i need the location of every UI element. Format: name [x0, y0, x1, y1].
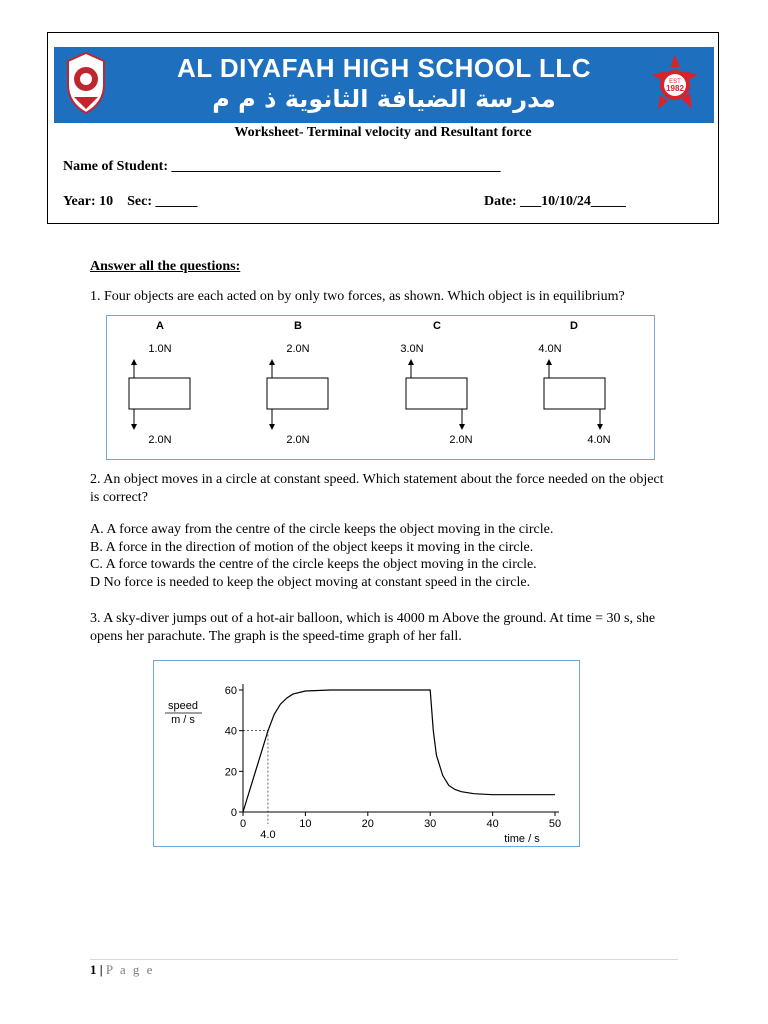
question-2-option-b: B. A force in the direction of motion of the object keeps it moving in the circle.: [90, 540, 534, 555]
object-a-label: A: [156, 320, 164, 332]
y-tick-label: 60: [224, 685, 237, 697]
chart-ticks: [225, 685, 561, 830]
question-2-option-c: C. A force towards the centre of the circle keeps the object moving in the circle.: [90, 557, 537, 572]
question-1-figure: [106, 315, 655, 460]
question-3-text: 3. A sky-diver jumps out of a hot-air balloon, which is 4000 m Above the ground. At time = 30 s, she opens her parachute. The graph is the speed-time graph of her fall.: [90, 611, 656, 644]
object-c-down-force: 2.0N: [449, 434, 473, 446]
object-d-down-force: 4.0N: [587, 434, 611, 446]
object-b: [267, 320, 328, 446]
page-footer: 1 | P a g e: [90, 962, 155, 977]
est-year: 1982: [666, 84, 684, 93]
y-tick-label: 20: [224, 766, 237, 779]
object-b-up-force: 2.0N: [286, 343, 310, 355]
object-d-up-force: 4.0N: [538, 343, 562, 355]
header-box: [47, 32, 719, 224]
x-tick-label: 30: [424, 818, 437, 830]
speed-curve: [243, 690, 555, 812]
x-annotation-label: 4.0: [260, 829, 276, 841]
x-tick-label: 0: [239, 818, 247, 830]
x-tick-label: 10: [299, 818, 312, 830]
object-a-up-force: 1.0N: [148, 343, 172, 355]
object-b-label: B: [294, 320, 302, 332]
x-tick-label: 50: [548, 818, 562, 830]
est-label: EST: [669, 79, 681, 85]
object-c: [400, 320, 472, 446]
y-tick-label: 0: [230, 807, 237, 819]
object-b-down-force: 2.0N: [286, 434, 310, 446]
x-axis-label: time / s: [504, 833, 540, 845]
page-label: P a g e: [105, 962, 155, 977]
question-2-text: 2. An object moves in a circle at constant speed. Which statement about the force needed on the object is correct?: [90, 472, 664, 505]
object-a: [129, 320, 190, 446]
object-d-label: D: [570, 320, 578, 332]
x-tick-label: 40: [486, 818, 499, 830]
school-banner: [54, 47, 714, 123]
school-name-arabic: مدرسة الضيافة الثانوية ذ م م: [212, 85, 556, 113]
est-1982-logo: [650, 53, 700, 117]
question-2-option-d: D No force is needed to keep the object moving at constant speed in the circle.: [90, 575, 531, 590]
question-1-text: 1. Four objects are each acted on by only two forces, as shown. Which object is in equilibrium?: [90, 289, 625, 304]
school-name-english: AL DIYAFAH HIGH SCHOOL LLC: [176, 53, 592, 83]
question-2-option-a: A. A force away from the centre of the circle keeps the object moving in the circle.: [90, 522, 554, 537]
y-tick-label: 40: [224, 725, 237, 738]
footer-divider: [90, 959, 678, 960]
year-section-line: Year: 10 Sec: ______: [63, 194, 198, 209]
chart-axes: [243, 684, 559, 812]
student-name-line: Name of Student: _______________________________________________: [63, 159, 501, 174]
object-c-up-force: 3.0N: [400, 343, 424, 355]
y-axis-label-top: speed: [168, 700, 198, 712]
worksheet-title: Worksheet- Terminal velocity and Resultant force: [234, 125, 532, 140]
y-axis-label-bottom: m / s: [171, 714, 195, 726]
speed-time-graph: [153, 660, 580, 847]
instructions-heading: Answer all the questions:: [90, 259, 241, 274]
object-a-down-force: 2.0N: [148, 434, 172, 446]
date-line: Date: ___10/10/24_____: [484, 194, 626, 209]
object-d: [538, 320, 610, 446]
page-number: 1: [90, 962, 97, 977]
object-c-label: C: [433, 320, 441, 332]
x-tick-label: 20: [361, 818, 374, 830]
